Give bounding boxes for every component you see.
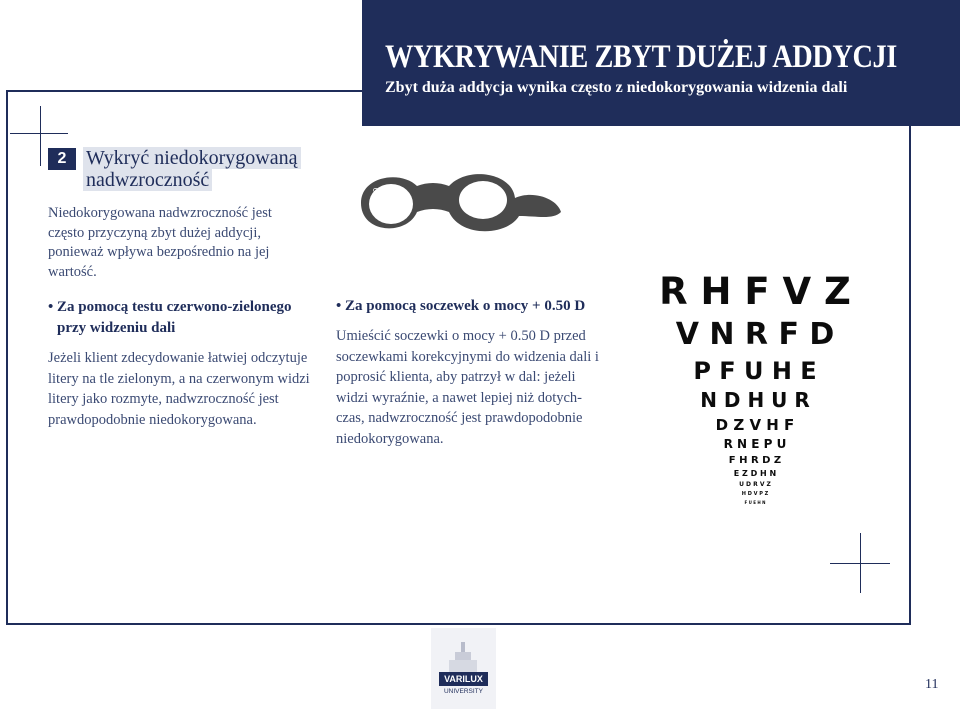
section-title-line2: nadwzroczność — [83, 169, 212, 191]
eye-chart-row: F H R D Z — [728, 455, 782, 466]
section-title — [83, 147, 301, 191]
eye-chart-row: N D H U R — [700, 388, 810, 412]
section-heading — [48, 147, 301, 191]
left-method-bullet-line1: • Za pomocą testu czerwono-zielonego — [48, 299, 292, 315]
page-header — [362, 0, 960, 126]
page-subtitle: Zbyt duża addycja wynika często z niedokorygowania widzenia dali — [385, 79, 848, 96]
eye-chart-row: R H F V Z — [659, 270, 851, 313]
section-title-line1: Wykryć niedokorygowaną — [83, 147, 301, 169]
section-number-badge: 2 — [48, 148, 76, 170]
trial-frame-glasses-icon — [357, 168, 567, 238]
page-number: 11 — [925, 677, 939, 692]
eye-chart-row: R N E P U — [723, 437, 787, 451]
eye-chart-row: V N R F D — [675, 317, 835, 352]
eye-chart-row: F U E H N — [744, 500, 766, 505]
varilux-logo-icon — [431, 628, 496, 709]
eye-chart-row: E Z D H N — [733, 469, 777, 478]
left-method-text: Jeżeli klient zdecydowanie łatwiej odczytuje litery na tle zielonym, a na czerwonym widzi litery jako rozmyte, nadwzroczność jest prawdopodobnie niedokorygowana. — [48, 350, 310, 428]
left-method-bullet — [48, 297, 318, 339]
trial-lens-label: +0.50 — [372, 187, 381, 208]
intro-paragraph: Niedokorygowana nadwzroczność jest często przyczyną zbyt dużej addycji, ponieważ wpływa bezpośrednio na jej wartość. — [48, 205, 272, 280]
eye-chart-row: P F U H E — [693, 357, 817, 385]
eye-chart-row: H D V P Z — [741, 491, 769, 497]
right-method-bullet: • Za pomocą soczewek o mocy + 0.50 D — [336, 298, 586, 314]
eye-chart — [630, 270, 880, 507]
varilux-university-logo — [431, 628, 496, 709]
left-method-bullet-line2: przy widzeniu dali — [57, 320, 176, 336]
right-method-text: Umieścić soczewki o mocy + 0.50 D przed soczewkami korekcyjnymi do widzenia dali i poprosić klienta, aby patrzył w dal: jeżeli widzi wyraźnie, a nawet lepiej niż dotych-czas, nadwzroczność jest prawdopodobnie niedokorygowana. — [336, 328, 599, 447]
page-title: WYKRYWANIE ZBYT DUŻEJ ADDYCJI — [385, 39, 897, 75]
eye-chart-row: D Z V H F — [715, 416, 795, 434]
logo-text-university: UNIVERSITY — [443, 688, 484, 695]
logo-text-varilux: VARILUX — [444, 674, 483, 684]
eye-chart-row: U D R V Z — [739, 481, 771, 488]
